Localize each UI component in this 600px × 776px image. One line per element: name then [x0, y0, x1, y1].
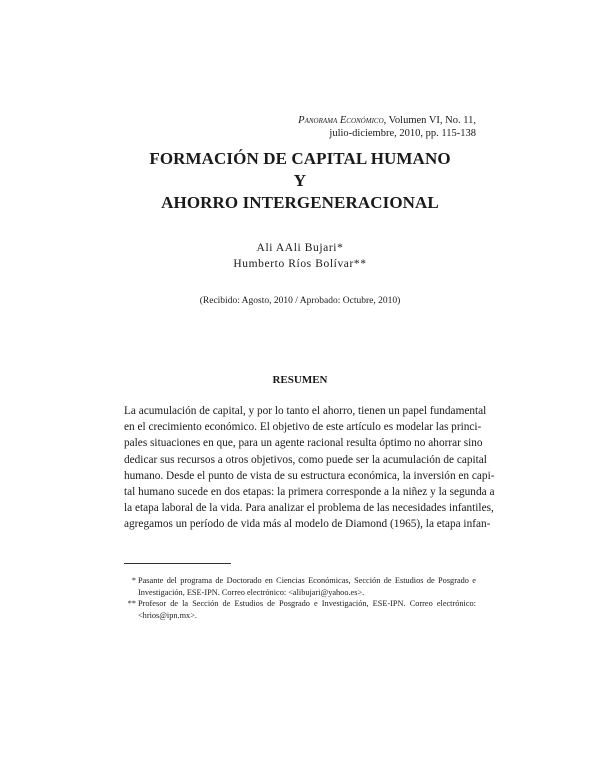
- journal-issue: , Volumen VI, No. 11,: [383, 115, 476, 126]
- footnote-line: Pasante del programa de Doctorado en Ciencias Económicas, Sección de Estudios de Posgrado e: [138, 576, 476, 585]
- footnote-line: <hrios@ipn.mx>.: [138, 610, 197, 620]
- title-line-1: FORMACIÓN DE CAPITAL HUMANO: [149, 149, 451, 168]
- footnote-1: [124, 575, 476, 598]
- abstract-line: dedicar sus recursos a otros objetivos, como puede ser la acumulación de capital: [124, 453, 487, 466]
- title-line-3: AHORRO INTERGENERACIONAL: [161, 193, 439, 212]
- abstract-line: la etapa laboral de la vida. Para analizar el problema de las necesidades infantiles,: [124, 502, 494, 515]
- journal-name-line: [298, 114, 476, 127]
- journal-citation: [298, 114, 476, 140]
- author-list: [0, 240, 600, 272]
- footnote-line: Profesor de la Sección de Estudios de Posgrado e Investigación, ESE-IPN. Correo electrónico:: [138, 599, 476, 609]
- footnote-2: [124, 598, 476, 621]
- footnote-separator: [124, 563, 231, 564]
- abstract-line: humano. Desde el punto de vista de su estructura económica, la inversión en capi-: [124, 469, 495, 482]
- author-1: Ali AAli Bujari*: [256, 242, 344, 254]
- abstract-line: tal humano sucede en dos etapas: la primera corresponde a la niñez y la segunda a: [124, 486, 495, 499]
- author-2: Humberto Ríos Bolívar**: [233, 258, 367, 270]
- footnote-marker: **: [127, 599, 136, 609]
- abstract-line: La acumulación de capital, y por lo tanto el ahorro, tienen un papel fundamental: [124, 405, 487, 417]
- footnotes: [124, 575, 476, 621]
- journal-dates-pages: julio-diciembre, 2010, pp. 115-138: [329, 128, 476, 139]
- received-approved-dates: (Recibido: Agosto, 2010 / Aprobado: Octubre, 2010): [199, 296, 401, 306]
- article-title: [0, 148, 600, 214]
- journal-name: Panorama Económico: [298, 115, 384, 126]
- abstract-heading: RESUMEN: [272, 374, 328, 386]
- abstract-line: en el crecimiento económico. El objetivo de este artículo es modelar las princi-: [124, 421, 482, 434]
- title-line-2: Y: [293, 171, 307, 190]
- abstract-line: pales situaciones en que, para un agente racional resulta óptimo no ahorrar sino: [124, 437, 483, 450]
- footnote-line: Investigación, ESE-IPN. Correo electrónico: <alibujari@yahoo.es>.: [138, 587, 365, 597]
- abstract-body: [124, 403, 495, 533]
- abstract-line: agregamos un período de vida más al modelo de Diamond (1965), la etapa infan-: [124, 518, 491, 531]
- footnote-marker: *: [131, 576, 136, 585]
